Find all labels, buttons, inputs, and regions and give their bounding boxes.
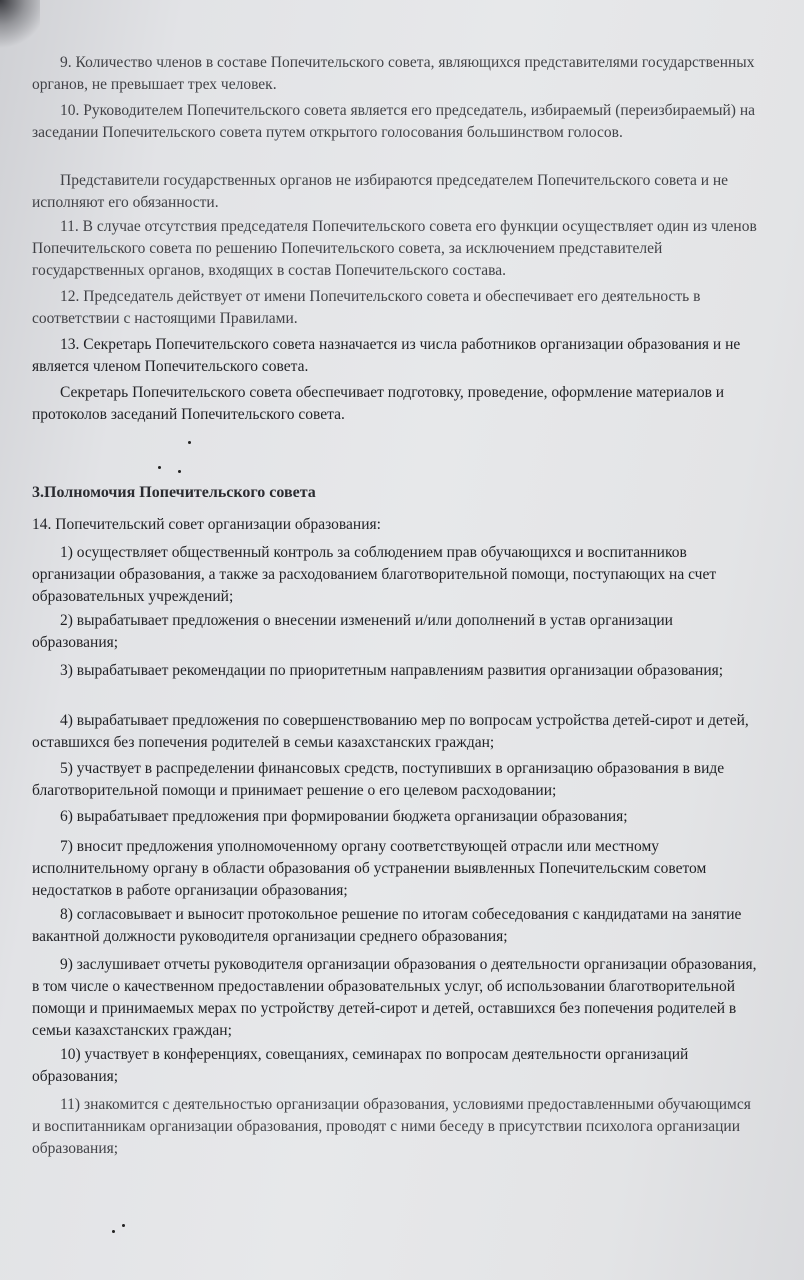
speck [158,466,161,469]
list-item-8: 8) согласовывает и выносит протокольное решение по итогам собеседования с кандидатами на занятие вакантной должности руководителя организации среднего образования; [32,906,742,945]
page-corner-shadow [0,0,40,50]
speck [188,441,191,444]
list-item-6: 6) вырабатывает предложения при формировании бюджета организации образования; [60,808,628,825]
speck [178,470,181,473]
paragraph-12: 12. Председатель действует от имени Попечительского совета и обеспечивает его деятельность в соответствии с настоящими Правилами. [32,288,701,327]
paragraph-13: 13. Секретарь Попечительского совета назначается из числа работников организации образования и не является членом Попечительского совета. [32,336,741,375]
list-item-3: 3) вырабатывает рекомендации по приоритетным направлениям развития организации образования; [60,662,724,679]
paragraph-9: 9. Количество членов в составе Попечительского совета, являющихся представителями государственных органов, не превышает трех человек. [32,54,755,93]
paragraph-11: 11. В случае отсутствия председателя Попечительского совета его функции осуществляет один из членов Попечительского совета по решению Попечительского совета, за исключением представителей государственных органов, входящих в состав Попечительского состава. [32,218,757,279]
list-item-4: 4) вырабатывает предложения по совершенствованию мер по вопросам устройства детей-сирот и детей, оставшихся без попечения родителей в семьи казахстанских граждан; [32,712,749,751]
list-item-7: 7) вносит предложения уполномоченному органу соответствующей отрасли или местному исполнительному органу в области образования об устранении выявленных Попечительским советом недостатков в работе организации образования; [32,838,707,899]
list-item-2: 2) вырабатывает предложения о внесении изменений и/или дополнений в устав организации образования; [32,612,673,651]
section-title: 3.Полномочия Попечительского совета [32,484,316,501]
section-intro: 14. Попечительский совет организации образования: [32,516,381,533]
speck [112,1230,115,1233]
list-item-5: 5) участвует в распределении финансовых средств, поступивших в организацию образования в виде благотворительной помощи и принимает решение о его целевом расходовании; [32,760,725,799]
speck [122,1224,125,1227]
paragraph-10-note: Представители государственных органов не избираются председателем Попечительского совета и не исполняют его обязанности. [32,172,729,211]
list-item-1: 1) осуществляет общественный контроль за соблюдением прав обучающихся и воспитанников организации образования, а также за расходованием благотворительной помощи, поступающих на счет образовательных учреждений; [32,544,717,605]
list-item-9: 9) заслушивает отчеты руководителя организации образования о деятельности организации образования, в том числе о качественном предоставлении образовательных услуг, об использовании благотворительной помощи и принимаемых мерах по устройству детей-сирот и детей, оставшихся без попечения родителей в семьи казахстанских граждан; [32,956,757,1039]
list-item-10: 10) участвует в конференциях, совещаниях, семинарах по вопросам деятельности организаций образования; [32,1046,689,1085]
list-item-11: 11) знакомится с деятельностью организации образования, условиями предоставленными обучающимся и воспитанникам организации образования, проводят с ними беседу в присутствии психолога организации образования; [32,1096,751,1157]
paragraph-13-note: Секретарь Попечительского совета обеспечивает подготовку, проведение, оформление материалов и протоколов заседаний Попечительского совета. [32,384,725,423]
paragraph-10: 10. Руководителем Попечительского совета является его председатель, избираемый (переизбираемый) на заседании Попечительского совета путем открытого голосования большинством голосов. [32,102,756,141]
